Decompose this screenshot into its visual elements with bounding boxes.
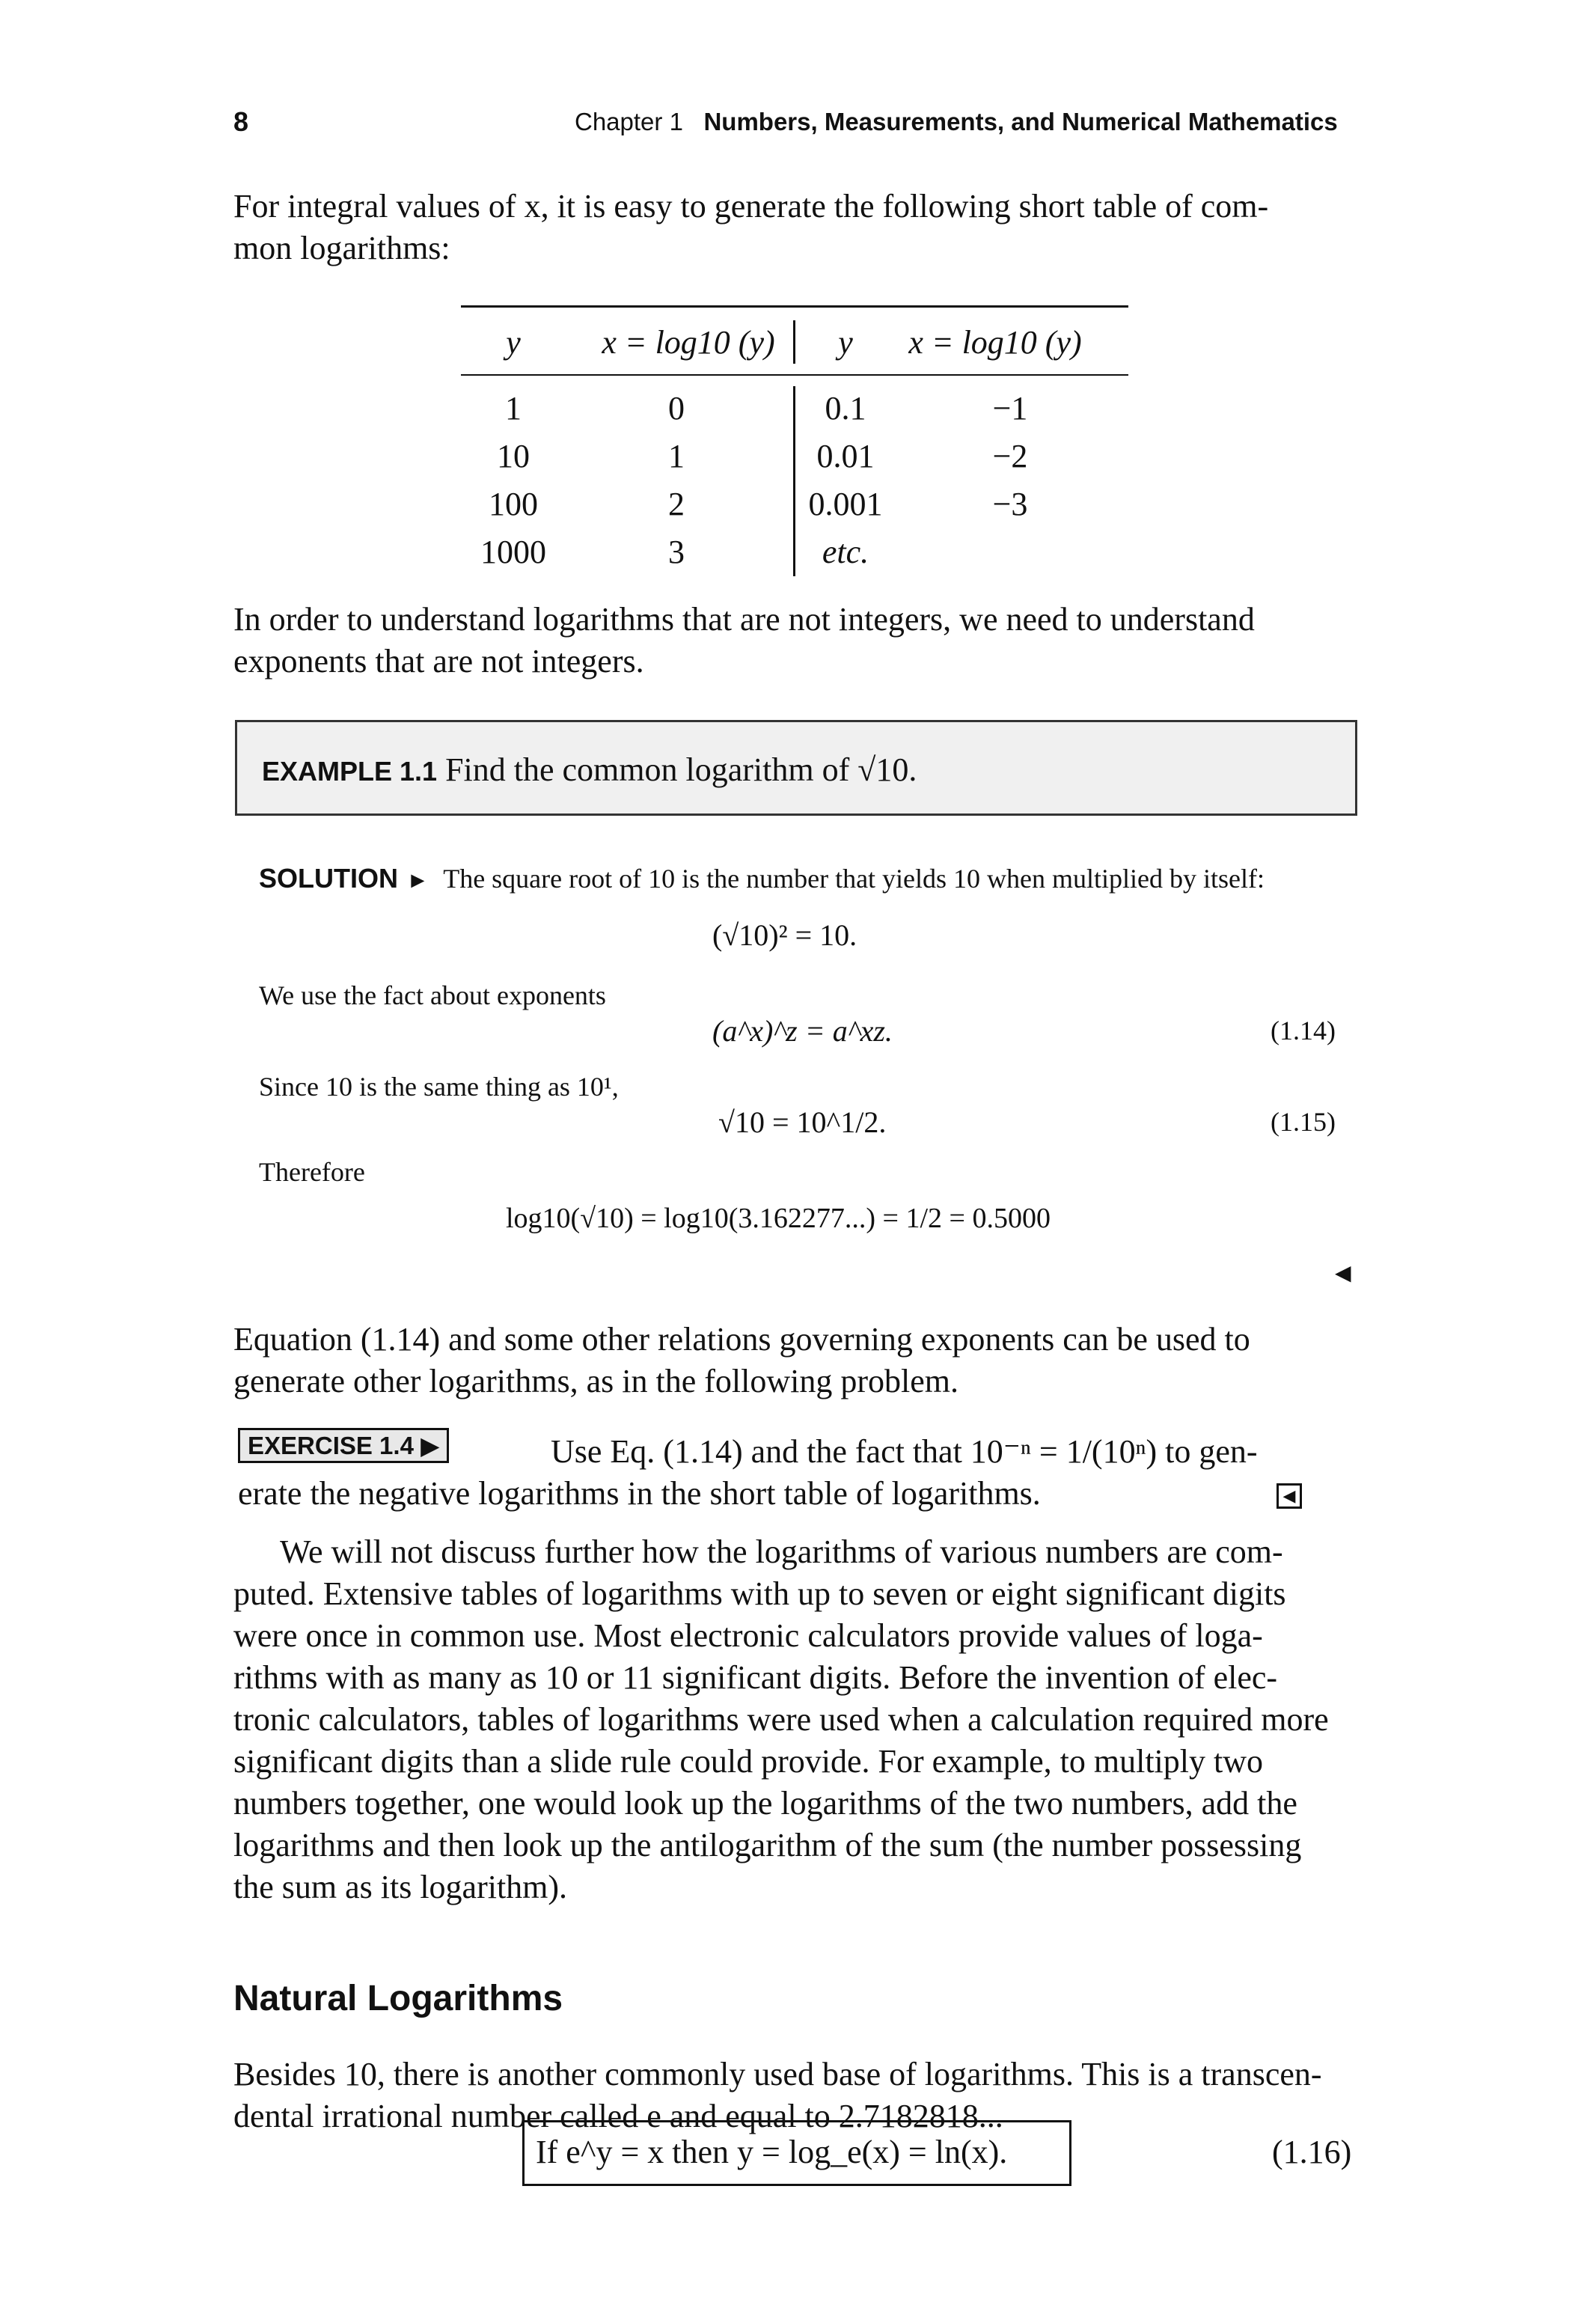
nonint-paragraph bbox=[233, 599, 1356, 683]
long-para-line: puted. Extensive tables of logarithms with up to seven or eight significant digits bbox=[233, 1575, 1286, 1612]
example-text: Find the common logarithm of √10. bbox=[445, 751, 917, 788]
solution-text: The square root of 10 is the number that yields 10 when multiplied by itself: bbox=[443, 864, 1265, 894]
table-top-rule bbox=[461, 305, 1128, 308]
solution-arrow-icon: ► bbox=[401, 868, 441, 893]
table-row-cell: −3 bbox=[992, 486, 1028, 522]
running-header bbox=[575, 108, 1338, 136]
table-row-cell: 3 bbox=[668, 534, 685, 570]
long-para-line: were once in common use. Most electronic calculators provide values of loga- bbox=[233, 1617, 1263, 1654]
example-label: EXAMPLE 1.1 bbox=[262, 756, 438, 787]
table-row-cell: 100 bbox=[489, 486, 538, 522]
table-row-cell: 1 bbox=[668, 438, 685, 474]
equation-1-15: √10 = 10^1/2. bbox=[718, 1105, 887, 1139]
equation-paragraph bbox=[233, 1319, 1356, 1402]
therefore-text: Therefore bbox=[259, 1157, 365, 1187]
equation-1-16: If e^y = x then y = log_e(x) = ln(x). bbox=[536, 2134, 1008, 2170]
nonint-line-2: exponents that are not integers. bbox=[233, 643, 644, 680]
table-row-cell: etc. bbox=[822, 534, 869, 570]
natural-line-2: dental irrational number called e and equal to 2.7182818... bbox=[233, 2098, 1003, 2134]
table-header-x-left: x = log10 (y) bbox=[602, 324, 775, 361]
table-row-cell: −2 bbox=[992, 438, 1028, 474]
long-para-line: significant digits than a slide rule could provide. For example, to multiply two bbox=[233, 1743, 1263, 1780]
long-para-line: numbers together, one would look up the logarithms of the two numbers, add the bbox=[233, 1785, 1297, 1822]
table-row-cell: 1 bbox=[505, 390, 522, 427]
intro-line-1: For integral values of x, it is easy to generate the following short table of com- bbox=[233, 188, 1269, 225]
end-example-arrow-icon: ◀ bbox=[1335, 1262, 1351, 1285]
exercise-label: EXERCISE 1.4 ▶ bbox=[238, 1428, 449, 1463]
table-row-cell: 0.01 bbox=[816, 438, 875, 474]
eq-para-line-1: Equation (1.14) and some other relations governing exponents can be used to bbox=[233, 1321, 1250, 1358]
exercise-end-icon: ◀ bbox=[1277, 1483, 1302, 1509]
equation-number-1-15: (1.15) bbox=[1271, 1107, 1336, 1137]
table-header-rule bbox=[461, 374, 1128, 376]
exercise-line-1: Use Eq. (1.14) and the fact that 10⁻ⁿ = 1/(10ⁿ) to gen- bbox=[551, 1433, 1258, 1470]
equation-number-1-16: (1.16) bbox=[1272, 2134, 1352, 2170]
equation-square: (√10)² = 10. bbox=[712, 918, 857, 952]
chapter-title: Numbers, Measurements, and Numerical Mathematics bbox=[703, 108, 1338, 135]
equation-final: log10(√10) = log10(3.162277...) = 1/2 = 0.5000 bbox=[506, 1203, 1051, 1234]
equation-number-1-14: (1.14) bbox=[1271, 1016, 1336, 1045]
table-row-cell: 1000 bbox=[480, 534, 546, 570]
chapter-label: Chapter 1 bbox=[575, 108, 683, 135]
table-header-y-right: y bbox=[838, 324, 853, 361]
exercise-label-box bbox=[238, 1431, 449, 1460]
long-para-line: tronic calculators, tables of logarithms were used when a calculation required more bbox=[233, 1701, 1329, 1738]
natural-line-1: Besides 10, there is another commonly used base of logarithms. This is a transcen- bbox=[233, 2056, 1322, 2092]
solution-label: SOLUTION bbox=[259, 863, 398, 894]
table-row-cell: 0.001 bbox=[808, 486, 883, 522]
long-para-line: the sum as its logarithm). bbox=[233, 1869, 568, 1905]
table-row-cell: 0 bbox=[668, 390, 685, 427]
long-paragraph bbox=[233, 1531, 1357, 1908]
section-title: Natural Logarithms bbox=[233, 1979, 563, 2018]
table-row-cell: −1 bbox=[992, 390, 1028, 427]
intro-paragraph bbox=[233, 186, 1356, 269]
table-row-cell: 2 bbox=[668, 486, 685, 522]
table-row-cell: 0.1 bbox=[825, 390, 866, 427]
table-header-x-right: x = log10 (y) bbox=[908, 324, 1082, 361]
fact-text: We use the fact about exponents bbox=[259, 980, 606, 1010]
since-text: Since 10 is the same thing as 10¹, bbox=[259, 1072, 619, 1102]
page-number: 8 bbox=[233, 106, 249, 137]
long-para-line: We will not discuss further how the logarithms of various numbers are com- bbox=[280, 1533, 1283, 1570]
table-header-y-left: y bbox=[506, 324, 521, 361]
intro-line-2: mon logarithms: bbox=[233, 230, 450, 266]
exercise-line-2: erate the negative logarithms in the short table of logarithms. bbox=[238, 1475, 1041, 1512]
long-para-line: rithms with as many as 10 or 11 significant digits. Before the invention of elec- bbox=[233, 1659, 1278, 1696]
eq-para-line-2: generate other logarithms, as in the following problem. bbox=[233, 1363, 958, 1399]
table-row-cell: 10 bbox=[497, 438, 530, 474]
solution-line bbox=[259, 862, 1359, 895]
example-heading bbox=[262, 751, 917, 789]
equation-1-14: (a^x)^z = a^xz. bbox=[712, 1014, 893, 1048]
long-para-line: logarithms and then look up the antilogarithm of the sum (the number possessing bbox=[233, 1827, 1302, 1863]
nonint-line-1: In order to understand logarithms that are not integers, we need to understand bbox=[233, 601, 1255, 638]
